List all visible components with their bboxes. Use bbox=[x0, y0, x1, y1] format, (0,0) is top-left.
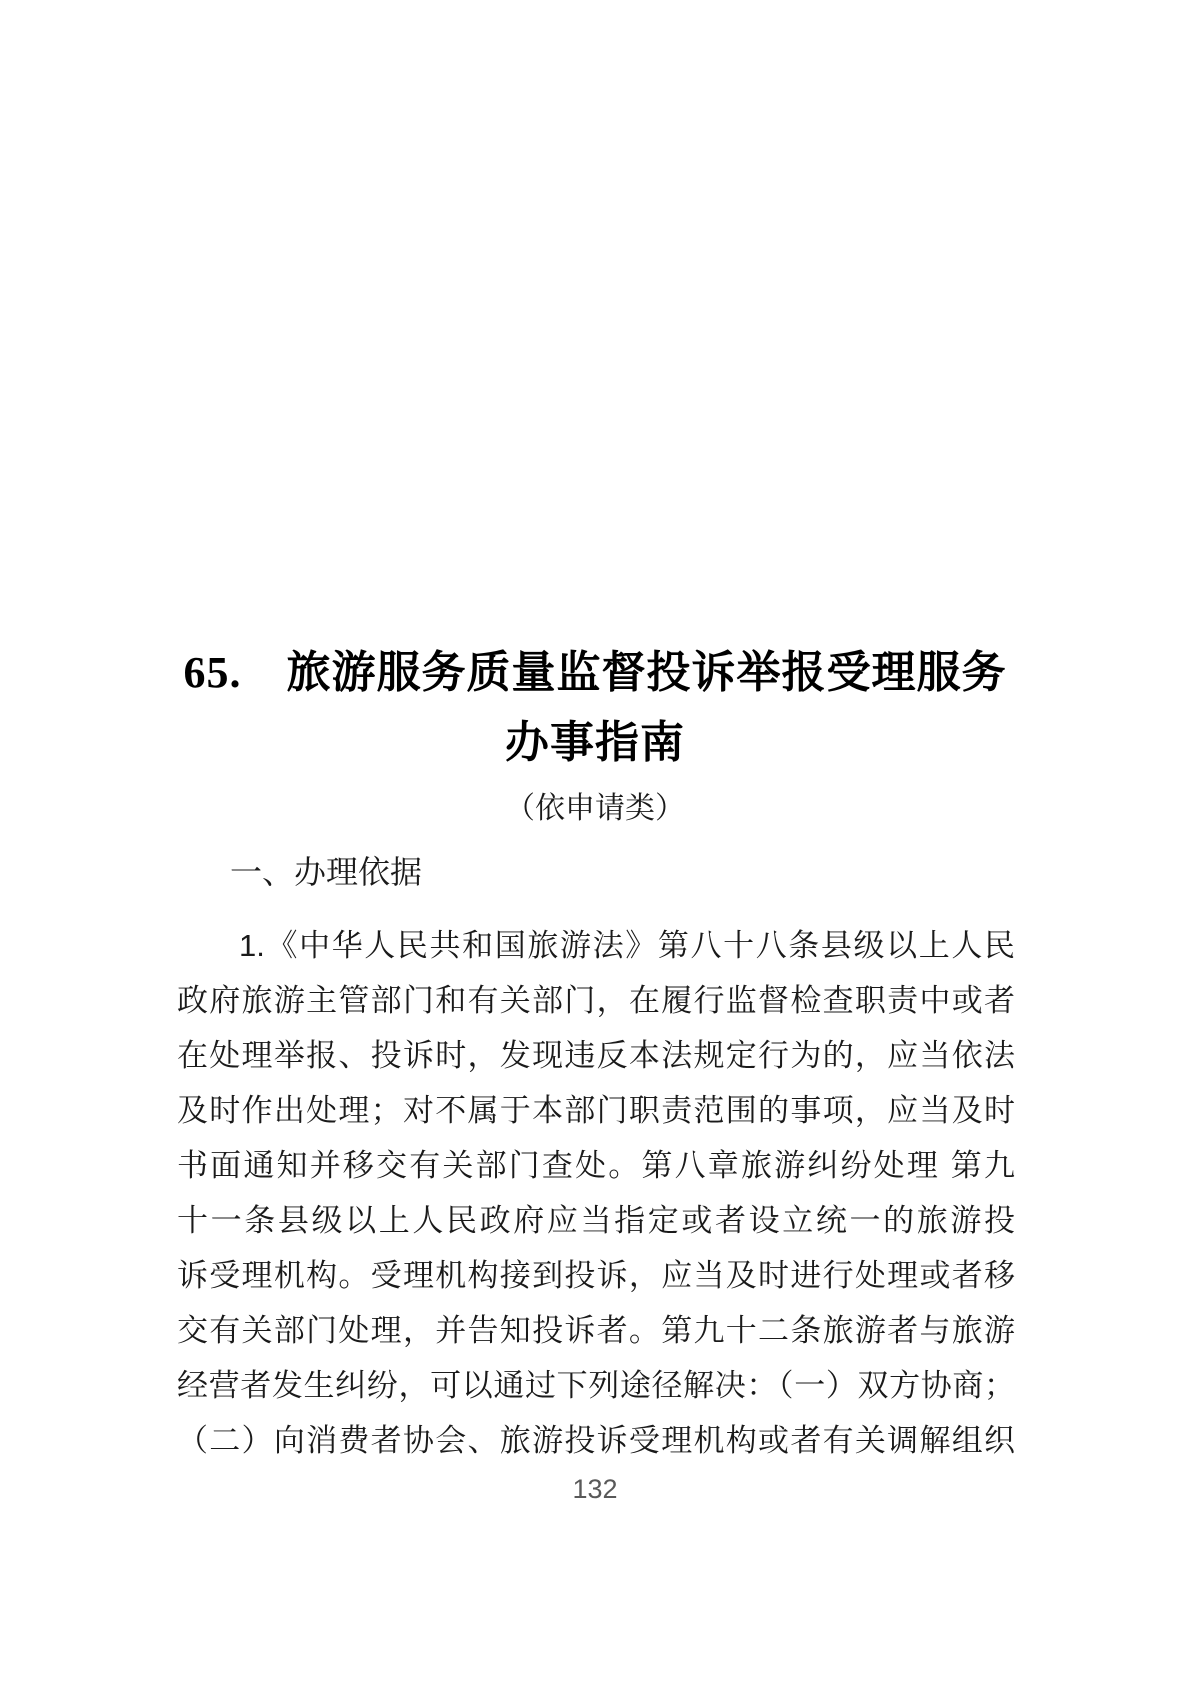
section-heading: 一、办理依据 bbox=[230, 854, 423, 890]
document-title-line-2: 办事指南 bbox=[505, 718, 685, 767]
body-line: 经营者发生纠纷，可以通过下列途径解决：（一）双方协商； bbox=[177, 1368, 1015, 1403]
page-number: 132 bbox=[572, 1474, 618, 1504]
body-line: 在处理举报、投诉时，发现违反本法规定行为的，应当依法 bbox=[177, 1038, 1015, 1073]
body-line: 书面通知并移交有关部门查处。第八章旅游纠纷处理 第九 bbox=[177, 1148, 1015, 1183]
document-title bbox=[0, 638, 1190, 778]
document-subtitle: （依申请类） bbox=[505, 792, 685, 825]
body-line: 交有关部门处理，并告知投诉者。第九十二条旅游者与旅游 bbox=[177, 1313, 1015, 1348]
body-line: 诉受理机构。受理机构接到投诉，应当及时进行处理或者移 bbox=[177, 1258, 1015, 1293]
body-line: 政府旅游主管部门和有关部门，在履行监督检查职责中或者 bbox=[177, 983, 1015, 1018]
body-line: （二）向消费者协会、旅游投诉受理机构或者有关调解组织 bbox=[177, 1423, 1015, 1458]
body-paragraph bbox=[177, 918, 1015, 1468]
body-line: 及时作出处理；对不属于本部门职责范围的事项，应当及时 bbox=[177, 1093, 1015, 1128]
body-line: 十一条县级以上人民政府应当指定或者设立统一的旅游投 bbox=[177, 1203, 1015, 1238]
document-title-line-1: 65. 旅游服务质量监督投诉举报受理服务 bbox=[183, 648, 1007, 697]
body-line: 1.《中华人民共和国旅游法》第八十八条县级以上人民 bbox=[239, 928, 1015, 963]
